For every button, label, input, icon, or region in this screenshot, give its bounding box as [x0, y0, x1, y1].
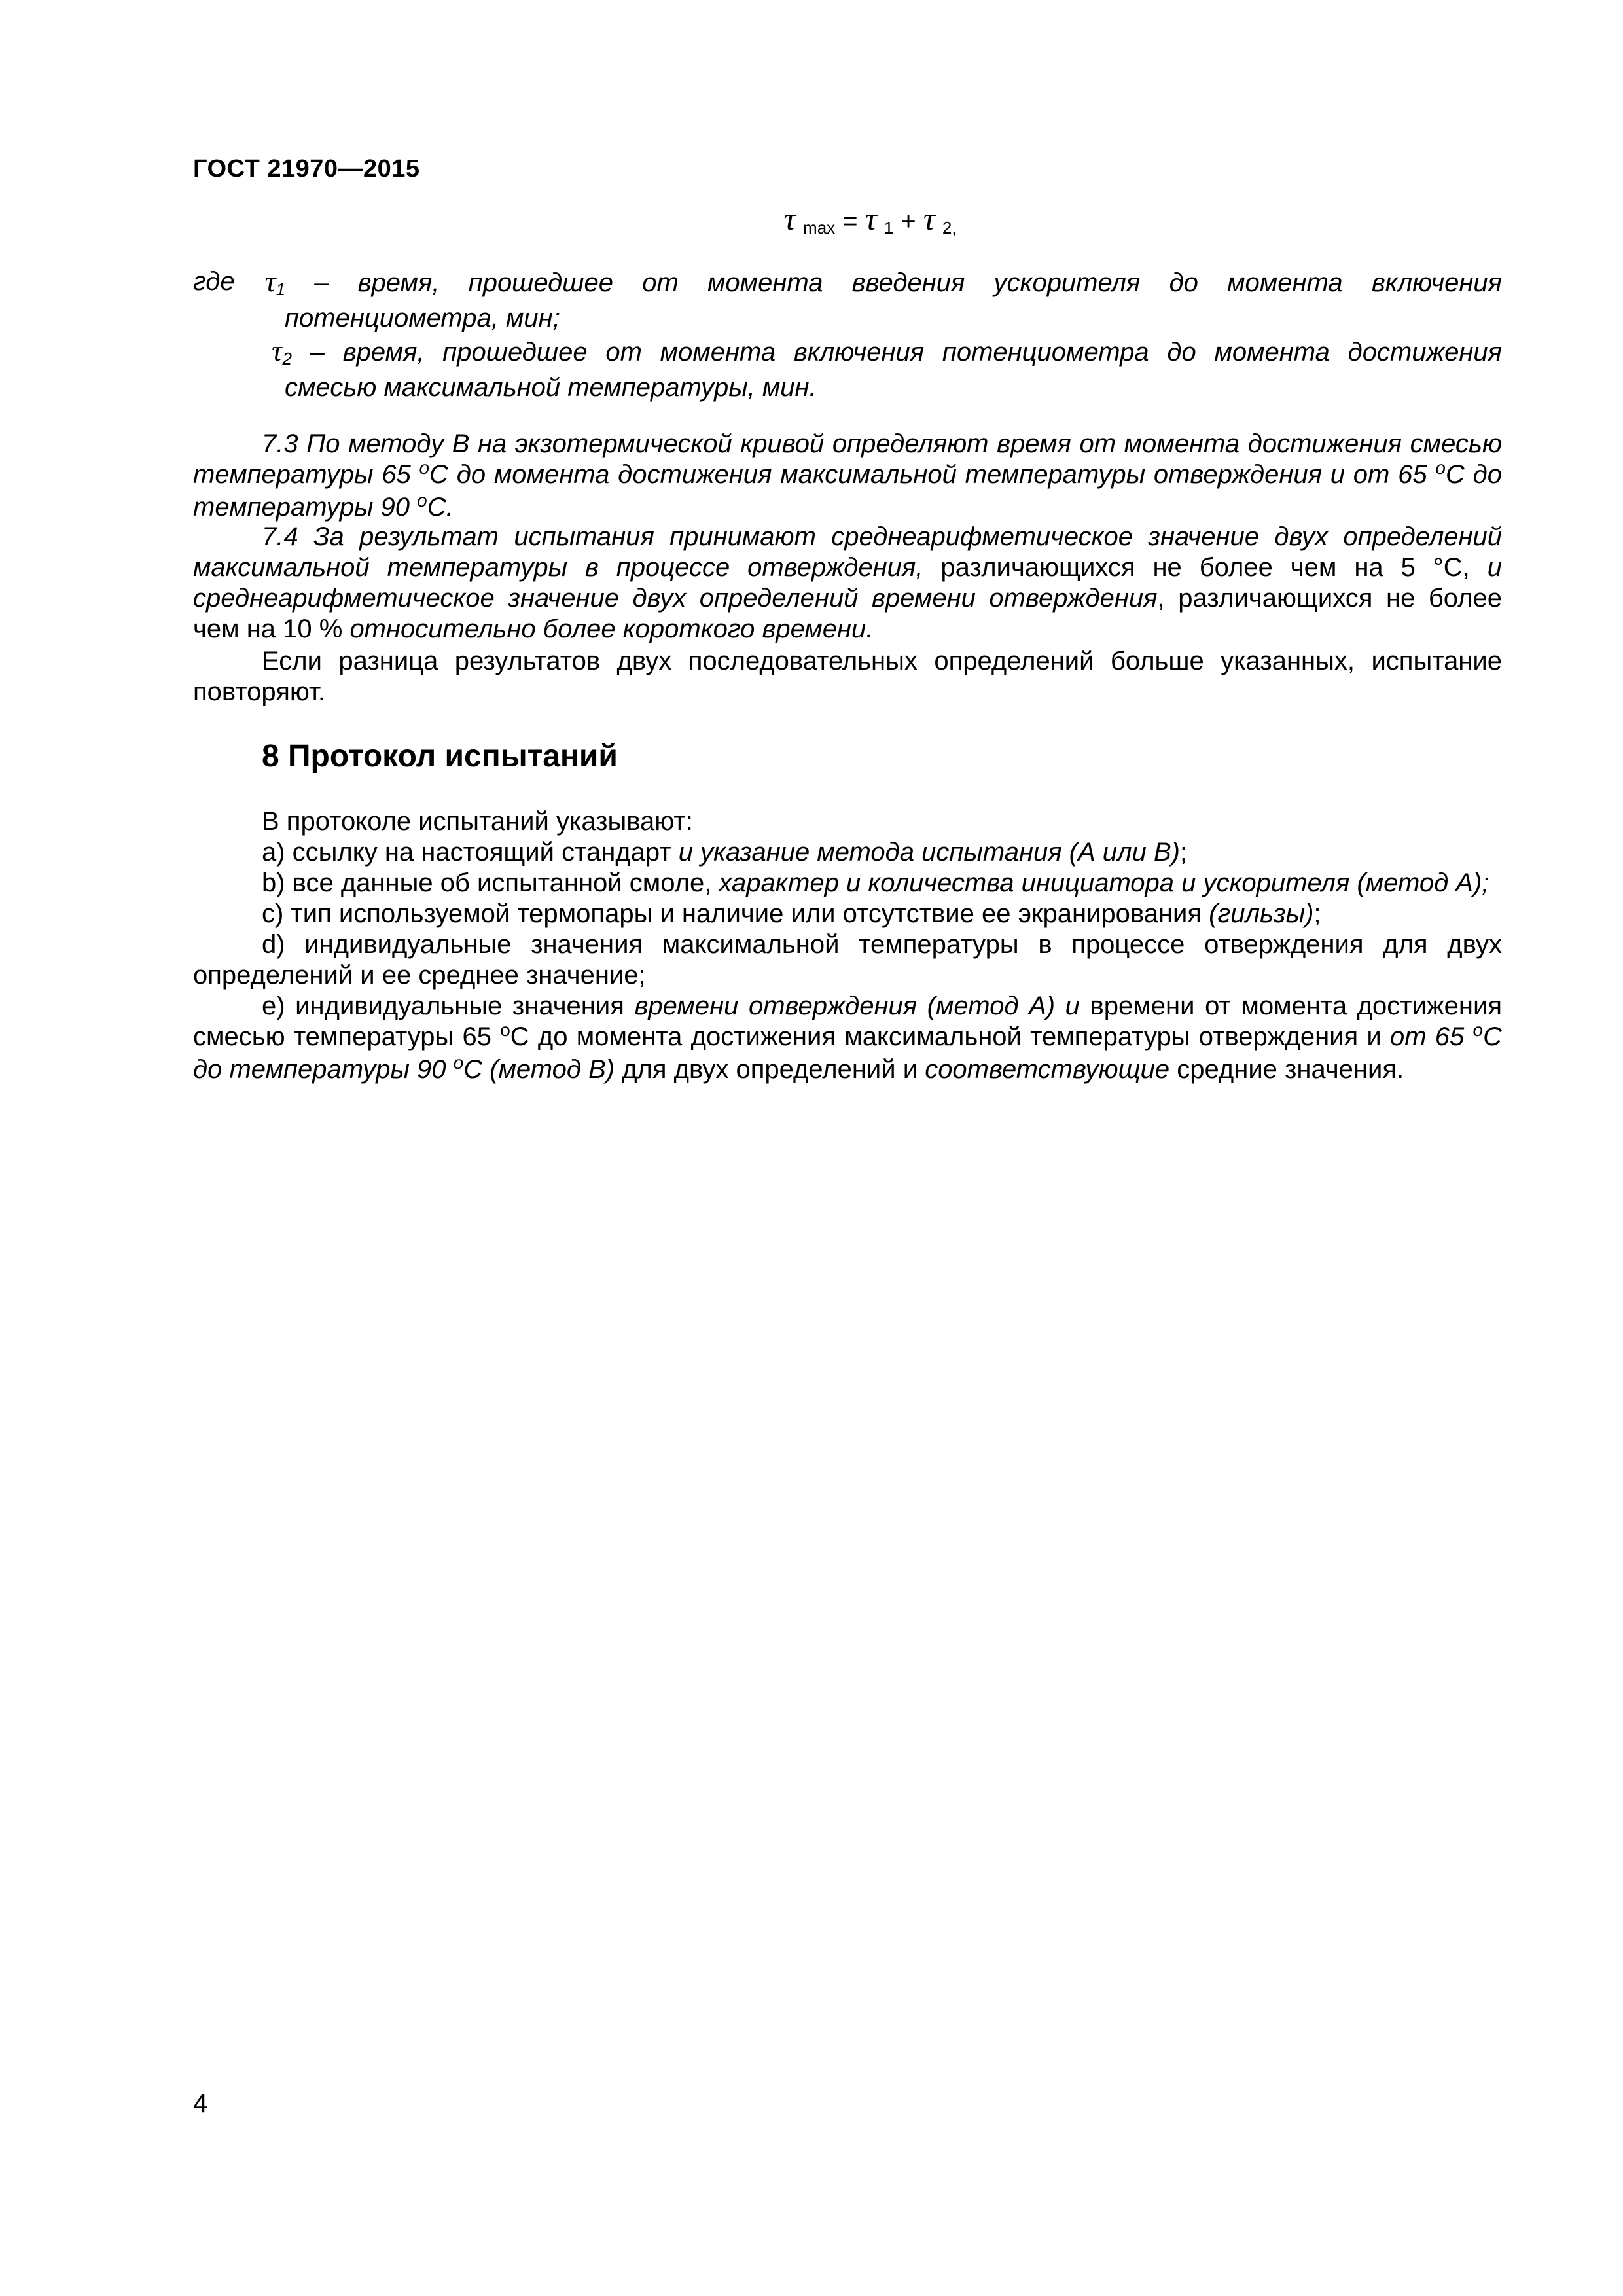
- tau-symbol: τ: [865, 200, 877, 237]
- item-e-text-9: соответствующие: [925, 1055, 1170, 1084]
- item-c-text-1: с) тип используемой термопары и наличие или отсутствие ее экранирования: [262, 899, 1209, 928]
- formula: [784, 200, 957, 238]
- section-8-heading: 8 Протокол испытаний: [262, 739, 618, 774]
- tau-symbol: τ: [265, 264, 276, 298]
- item-e-text-3: времени от момента достижения смесью температуры 65: [193, 992, 1503, 1051]
- p73-text-4: С.: [427, 493, 454, 522]
- item-e-text-4: С до момента достижения максимальной температуры отверждения и: [510, 1022, 1390, 1051]
- item-e-text-8: для двух определений и: [615, 1055, 925, 1084]
- item-e-text-10: средние значения.: [1169, 1055, 1404, 1084]
- standard-designation: ГОСТ 21970—2015: [193, 155, 420, 183]
- item-e-text-1: е) индивидуальные значения: [262, 992, 635, 1020]
- formula-equals: =: [842, 207, 858, 236]
- item-a-text-3: ;: [1179, 838, 1188, 867]
- p73-text-1: 7.3 По методу В на экзотермической кривой определяют время от момента достижения смесью температуры 65: [193, 429, 1502, 489]
- item-a-text-1: а) ссылку на настоящий стандарт: [262, 838, 679, 867]
- formula-legend: [193, 265, 1502, 404]
- p74-text-1: 7.4 За результат испытания принимают среднеарифметическое значение двух определений максимальной температуры в процессе отверждения,: [193, 522, 1502, 582]
- item-b-text-2: характер и количества инициатора и ускорителя (метод А);: [719, 869, 1489, 897]
- degree-sign: o: [1435, 457, 1446, 478]
- legend-tau2-continuation: смесью максимальной температуры, мин.: [285, 373, 817, 402]
- p74-text-3: и среднеарифметическое значение двух определений времени отверждения: [193, 553, 1502, 613]
- p73-text-2: С до момента достижения максимальной температуры отверждения и от 65: [429, 460, 1436, 489]
- degree-sign: o: [419, 457, 430, 478]
- legend-tau1-continuation: потенциометра, мин;: [285, 304, 560, 332]
- legend-tau2-text: – время, прошедшее от момента включения потенциометра до момента достижения: [310, 338, 1502, 367]
- tau-symbol: τ: [923, 200, 935, 237]
- item-c-text-2: (гильзы): [1209, 899, 1314, 928]
- formula-sub-max: max: [803, 218, 836, 238]
- list-item-b: [193, 868, 1502, 899]
- legend-tau1-line: [193, 265, 1502, 302]
- legend-tau1-sub: 1: [276, 279, 285, 299]
- item-b-text-1: b) все данные об испытанной смоле,: [262, 869, 719, 897]
- legend-tau1-text: – время, прошедшее от момента введения ускорителя до момента включения: [314, 268, 1503, 297]
- paragraph-7-3: [193, 429, 1502, 525]
- formula-plus: +: [901, 207, 916, 236]
- legend-tau2: [193, 334, 1502, 404]
- degree-sign: o: [1472, 1020, 1484, 1040]
- legend-tau2-line: [193, 334, 1502, 371]
- item-e-text-2: времени отверждения (метод А) и: [634, 992, 1080, 1020]
- item-e-text-6: С до температуры 90: [193, 1022, 1502, 1084]
- list-item-d: d) индивидуальные значения максимальной температуры в процессе отверждения для двух определений и ее среднее значение;: [193, 930, 1502, 990]
- list-item-c: [193, 899, 1502, 929]
- item-e-text-7: С (метод В): [463, 1055, 615, 1084]
- p74-text-4: , различающихся не более чем на 10 %: [193, 584, 1502, 643]
- formula-sub-1: 1: [883, 218, 894, 238]
- legend-label: где: [193, 267, 235, 296]
- formula-sub-2: 2,: [942, 218, 957, 238]
- paragraph-repeat: Если разница результатов двух последовательных определений больше указанных, испытание повторяют.: [193, 647, 1502, 706]
- legend-tau1: [193, 265, 1502, 334]
- list-item-a: [193, 837, 1502, 868]
- p74-text-2: различающихся не более чем на 5 °С,: [923, 553, 1488, 582]
- degree-sign: o: [453, 1052, 464, 1073]
- p74-text-5: относительно более короткого времени.: [349, 615, 874, 643]
- item-a-text-2: и указание метода испытания (А или В): [678, 838, 1180, 867]
- degree-sign: o: [500, 1020, 510, 1040]
- paragraph-7-4: [193, 522, 1502, 645]
- list-item-e: [193, 991, 1502, 1087]
- tau-symbol: τ: [784, 200, 796, 237]
- p73-text-3: С до температуры 90: [193, 460, 1502, 522]
- item-c-text-3: ;: [1313, 899, 1321, 928]
- tau-symbol: τ: [272, 334, 283, 367]
- legend-tau2-sub: 2: [282, 349, 292, 368]
- section-8-intro: В протоколе испытаний указывают:: [262, 807, 693, 836]
- degree-sign: o: [417, 490, 427, 511]
- item-e-text-5: от 65: [1390, 1022, 1473, 1051]
- page-number: 4: [193, 2089, 208, 2118]
